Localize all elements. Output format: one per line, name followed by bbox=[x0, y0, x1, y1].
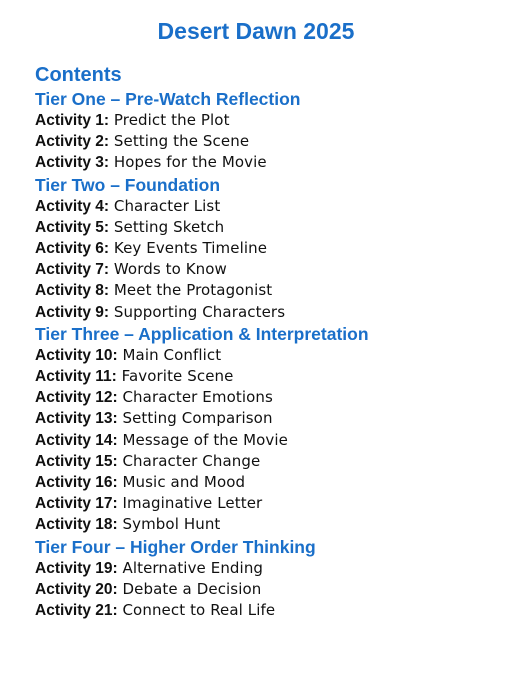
activity-number: Activity 4: bbox=[35, 197, 110, 215]
activity-item bbox=[35, 493, 495, 514]
activity-number: Activity 7: bbox=[35, 261, 110, 279]
activity-title: Meet the Protagonist bbox=[113, 281, 273, 300]
contents-heading: Contents bbox=[35, 64, 122, 86]
tier-heading: Tier Four – Higher Order Thinking bbox=[35, 536, 316, 557]
activity-item bbox=[35, 345, 495, 366]
activity-item bbox=[35, 152, 495, 173]
activity-item bbox=[35, 302, 495, 323]
activity-item bbox=[35, 259, 495, 280]
activity-title: Main Conflict bbox=[122, 345, 222, 364]
activity-item bbox=[35, 514, 495, 535]
activity-item bbox=[35, 408, 495, 429]
tier-section bbox=[35, 323, 495, 536]
activity-item bbox=[35, 579, 495, 600]
activity-title: Setting the Scene bbox=[113, 132, 250, 151]
activity-item bbox=[35, 238, 495, 259]
activity-title: Character Change bbox=[122, 451, 261, 470]
activity-title: Music and Mood bbox=[122, 473, 246, 492]
tier-heading: Tier Three – Application & Interpretation bbox=[35, 323, 369, 344]
tier-list bbox=[35, 88, 495, 621]
activity-title: Imaginative Letter bbox=[122, 494, 263, 513]
activity-item bbox=[35, 217, 495, 238]
activity-item bbox=[35, 472, 495, 493]
tier-heading: Tier Two – Foundation bbox=[35, 174, 221, 195]
activity-number: Activity 12: bbox=[35, 389, 118, 407]
activity-item bbox=[35, 110, 495, 131]
activity-number: Activity 1: bbox=[35, 112, 110, 129]
activity-title: Setting Sketch bbox=[113, 217, 225, 236]
activity-item bbox=[35, 600, 495, 621]
activity-number: Activity 16: bbox=[35, 474, 118, 492]
activity-title: Symbol Hunt bbox=[122, 515, 221, 534]
activity-title: Words to Know bbox=[113, 260, 227, 279]
activity-number: Activity 8: bbox=[35, 282, 110, 300]
tier-section bbox=[35, 536, 495, 622]
activity-title: Character Emotions bbox=[122, 388, 273, 407]
document-title: Desert Dawn 2025 bbox=[157, 18, 355, 44]
activity-title: Favorite Scene bbox=[121, 367, 234, 386]
activity-item bbox=[35, 387, 495, 408]
activity-item bbox=[35, 430, 495, 451]
activity-number: Activity 3: bbox=[35, 154, 110, 172]
activity-number: Activity 18: bbox=[35, 516, 118, 534]
tier-heading: Tier One – Pre-Watch Reflection bbox=[35, 89, 301, 109]
tier-section bbox=[35, 174, 495, 323]
activity-title: Setting Comparison bbox=[122, 409, 273, 428]
activity-item bbox=[35, 451, 495, 472]
activity-number: Activity 14: bbox=[35, 431, 118, 449]
activity-number: Activity 19: bbox=[35, 559, 118, 577]
activity-number: Activity 2: bbox=[35, 133, 110, 151]
table-of-contents bbox=[35, 62, 495, 621]
activity-title: Predict the Plot bbox=[113, 111, 230, 129]
activity-item bbox=[35, 196, 495, 217]
activity-number: Activity 10: bbox=[35, 346, 118, 364]
activity-number: Activity 20: bbox=[35, 580, 118, 598]
activity-item bbox=[35, 558, 495, 579]
activity-number: Activity 11: bbox=[35, 368, 117, 386]
activity-title: Hopes for the Movie bbox=[113, 153, 267, 172]
activity-title: Debate a Decision bbox=[122, 579, 262, 598]
activity-title: Key Events Timeline bbox=[113, 239, 268, 258]
activity-item bbox=[35, 131, 495, 152]
activity-number: Activity 21: bbox=[35, 602, 118, 620]
activity-number: Activity 13: bbox=[35, 410, 118, 428]
activity-title: Alternative Ending bbox=[122, 558, 264, 577]
activity-title: Message of the Movie bbox=[122, 430, 288, 449]
activity-item bbox=[35, 366, 495, 387]
activity-number: Activity 9: bbox=[35, 303, 110, 321]
activity-item bbox=[35, 280, 495, 301]
activity-number: Activity 6: bbox=[35, 240, 110, 258]
tier-section bbox=[35, 88, 495, 174]
activity-title: Connect to Real Life bbox=[122, 601, 276, 620]
activity-number: Activity 5: bbox=[35, 218, 110, 236]
activity-title: Supporting Characters bbox=[113, 302, 286, 321]
activity-title: Character List bbox=[113, 196, 221, 215]
activity-number: Activity 17: bbox=[35, 495, 118, 513]
activity-number: Activity 15: bbox=[35, 452, 118, 470]
